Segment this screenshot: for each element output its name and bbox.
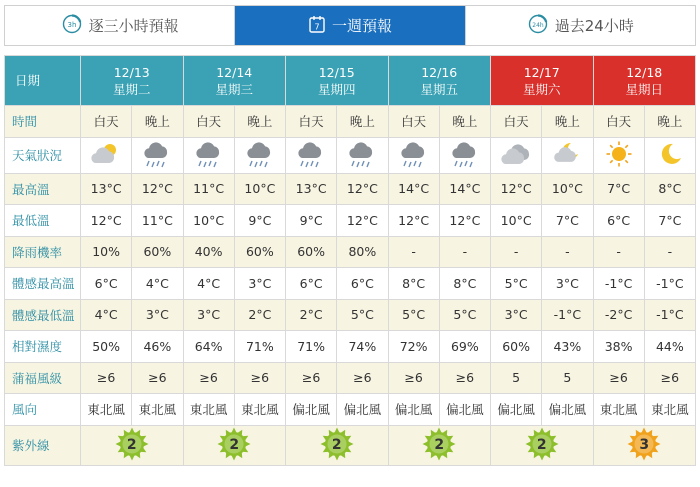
day-header [183, 56, 286, 106]
day-header [593, 56, 696, 106]
date-header-label: 日期 [5, 56, 81, 106]
value-cell: 13°C [286, 173, 337, 205]
value-cell: 5°C [439, 299, 490, 331]
day-weekday: 星期五 [420, 81, 458, 97]
wind-dir-row [5, 394, 696, 426]
value-cell: 6°C [337, 268, 388, 300]
rain-cloud-icon [243, 157, 277, 172]
uv-index: 3 [639, 436, 650, 453]
day-date: 12/14 [216, 64, 253, 80]
tab-label: 一週預報 [331, 17, 392, 35]
value-cell: 60% [286, 236, 337, 268]
clock-icon [61, 13, 83, 39]
value-cell: 8°C [644, 173, 695, 205]
night-label: 晚上 [439, 106, 490, 138]
row-label: 降雨機率 [5, 236, 81, 268]
value-cell: 6°C [593, 205, 644, 237]
value-cell: - [644, 236, 695, 268]
time-row [5, 106, 696, 138]
tab-label: 過去24小時 [554, 17, 634, 35]
weekly-forecast-table [4, 55, 696, 466]
uv-cell [593, 425, 696, 465]
uv-cell [286, 425, 389, 465]
value-cell: ≥6 [132, 362, 183, 394]
value-cell: 10°C [234, 173, 285, 205]
value-cell: 64% [183, 331, 234, 363]
value-cell: 10°C [542, 173, 593, 205]
value-cell: 東北風 [234, 394, 285, 426]
weather-cell [439, 137, 490, 173]
value-cell: 偏北風 [337, 394, 388, 426]
value-cell: 東北風 [183, 394, 234, 426]
value-cell: 2°C [234, 299, 285, 331]
calendar-icon [308, 14, 326, 38]
day-date: 12/16 [421, 64, 458, 80]
value-cell: ≥6 [286, 362, 337, 394]
uv-cell [183, 425, 286, 465]
value-cell: -2°C [593, 299, 644, 331]
day-header [81, 56, 184, 106]
uv-index: 2 [434, 436, 445, 453]
value-cell: 3°C [491, 299, 542, 331]
day-weekday: 星期二 [112, 81, 151, 97]
value-cell: 74% [337, 331, 388, 363]
night-label: 晚上 [644, 106, 695, 138]
value-cell: ≥6 [388, 362, 439, 394]
day-date: 12/18 [626, 64, 663, 80]
day-date: 12/15 [318, 64, 355, 80]
row-label: 天氣狀況 [5, 137, 81, 173]
value-cell: 10°C [183, 205, 234, 237]
value-cell: - [593, 236, 644, 268]
value-cell: 44% [644, 331, 695, 363]
value-cell: 71% [234, 331, 285, 363]
value-cell: 3°C [542, 268, 593, 300]
weather-cell [337, 137, 388, 173]
value-cell: 14°C [439, 173, 490, 205]
weather-cell [132, 137, 183, 173]
rain-cloud-icon [294, 157, 328, 172]
value-cell: 12°C [132, 173, 183, 205]
weather-cell [388, 137, 439, 173]
uv-sun-icon [525, 427, 559, 461]
value-cell: 10% [81, 236, 132, 268]
uv-index: 2 [126, 436, 137, 453]
day-date: 12/13 [113, 64, 150, 80]
value-cell: 5 [491, 362, 542, 394]
weather-cell [542, 137, 593, 173]
row-label: 風向 [5, 394, 81, 426]
value-cell: 40% [183, 236, 234, 268]
value-cell: 71% [286, 331, 337, 363]
rain-chance-row [5, 236, 696, 268]
min-temp-row [5, 205, 696, 237]
humidity-row [5, 331, 696, 363]
night-label: 晚上 [542, 106, 593, 138]
value-cell: 3°C [234, 268, 285, 300]
value-cell: 13°C [81, 173, 132, 205]
day-label: 白天 [491, 106, 542, 138]
day-weekday: 星期日 [625, 81, 663, 97]
uv-sun-icon [627, 427, 661, 461]
uv-cell [491, 425, 594, 465]
value-cell: ≥6 [81, 362, 132, 394]
value-cell: 東北風 [644, 394, 695, 426]
value-cell: -1°C [644, 299, 695, 331]
value-cell: 7°C [542, 205, 593, 237]
cloudy-moon-icon [550, 157, 584, 172]
value-cell: 7°C [593, 173, 644, 205]
weather-cell [491, 137, 542, 173]
value-cell: 偏北風 [542, 394, 593, 426]
value-cell: 14°C [388, 173, 439, 205]
value-cell: 偏北風 [286, 394, 337, 426]
uv-sun-icon [217, 427, 251, 461]
value-cell: 7°C [644, 205, 695, 237]
value-cell: 3°C [132, 299, 183, 331]
day-header [491, 56, 594, 106]
night-label: 晚上 [132, 106, 183, 138]
day-label: 白天 [81, 106, 132, 138]
value-cell: 12°C [337, 205, 388, 237]
svg-text:7: 7 [314, 22, 320, 31]
value-cell: 6°C [81, 268, 132, 300]
row-label: 相對濕度 [5, 331, 81, 363]
day-label: 白天 [593, 106, 644, 138]
value-cell: 3°C [183, 299, 234, 331]
value-cell: 東北風 [593, 394, 644, 426]
day-weekday: 星期四 [317, 81, 356, 97]
value-cell: 2°C [286, 299, 337, 331]
value-cell: 東北風 [132, 394, 183, 426]
row-label: 蒲福風級 [5, 362, 81, 394]
value-cell: 10°C [491, 205, 542, 237]
value-cell: 12°C [388, 205, 439, 237]
value-cell: ≥6 [593, 362, 644, 394]
value-cell: 5°C [388, 299, 439, 331]
value-cell: 5°C [491, 268, 542, 300]
tab-label: 逐三小時預報 [88, 17, 179, 35]
tab-past24h[interactable] [466, 6, 695, 45]
moon-icon [653, 157, 687, 172]
rain-cloud-icon [397, 157, 431, 172]
value-cell: 9°C [234, 205, 285, 237]
feels-min-row [5, 299, 696, 331]
date-header-row [5, 56, 696, 106]
row-label: 體感最低溫 [5, 299, 81, 331]
value-cell: 5 [542, 362, 593, 394]
uv-cell [388, 425, 491, 465]
value-cell: 東北風 [81, 394, 132, 426]
rain-cloud-icon [345, 157, 379, 172]
value-cell: 4°C [81, 299, 132, 331]
value-cell: 11°C [132, 205, 183, 237]
value-cell: - [439, 236, 490, 268]
uv-sun-icon [115, 427, 149, 461]
uv-sun-icon [422, 427, 456, 461]
uv-index: 2 [331, 436, 342, 453]
value-cell: 12°C [439, 205, 490, 237]
value-cell: 6°C [286, 268, 337, 300]
night-label: 晚上 [234, 106, 285, 138]
value-cell: 5°C [337, 299, 388, 331]
day-header [388, 56, 491, 106]
weather-cell [183, 137, 234, 173]
day-date: 12/17 [523, 64, 560, 80]
value-cell: ≥6 [439, 362, 490, 394]
value-cell: 4°C [183, 268, 234, 300]
value-cell: 60% [132, 236, 183, 268]
feels-max-row [5, 268, 696, 300]
value-cell: -1°C [593, 268, 644, 300]
value-cell: 偏北風 [439, 394, 490, 426]
value-cell: 9°C [286, 205, 337, 237]
day-header [286, 56, 389, 106]
uv-sun-icon [320, 427, 354, 461]
value-cell: 12°C [81, 205, 132, 237]
uv-index: 2 [229, 436, 240, 453]
value-cell: 8°C [439, 268, 490, 300]
row-label: 最低溫 [5, 205, 81, 237]
clock-icon [527, 13, 549, 39]
weather-cell [644, 137, 695, 173]
weather-cell [593, 137, 644, 173]
row-label: 紫外線 [5, 425, 81, 465]
value-cell: ≥6 [644, 362, 695, 394]
value-cell: ≥6 [183, 362, 234, 394]
partly-cloudy-sun-icon [89, 157, 123, 172]
value-cell: 偏北風 [491, 394, 542, 426]
beaufort-row [5, 362, 696, 394]
weather-cell [234, 137, 285, 173]
day-label: 白天 [388, 106, 439, 138]
night-label: 晚上 [337, 106, 388, 138]
value-cell: - [388, 236, 439, 268]
value-cell: 80% [337, 236, 388, 268]
value-cell: - [491, 236, 542, 268]
value-cell: 12°C [337, 173, 388, 205]
uv-cell [81, 425, 184, 465]
value-cell: 38% [593, 331, 644, 363]
value-cell: 50% [81, 331, 132, 363]
svg-text:24h: 24h [532, 21, 544, 29]
value-cell: 偏北風 [388, 394, 439, 426]
row-label: 體感最高溫 [5, 268, 81, 300]
value-cell: 46% [132, 331, 183, 363]
row-label: 時間 [5, 106, 81, 138]
max-temp-row [5, 173, 696, 205]
value-cell: 4°C [132, 268, 183, 300]
day-label: 白天 [183, 106, 234, 138]
weather-cell [286, 137, 337, 173]
weather-row [5, 137, 696, 173]
uv-row [5, 425, 696, 465]
svg-text:3h: 3h [67, 20, 77, 29]
value-cell: 69% [439, 331, 490, 363]
cloudy-icon [499, 157, 533, 172]
value-cell: 8°C [388, 268, 439, 300]
value-cell: - [542, 236, 593, 268]
rain-cloud-icon [448, 157, 482, 172]
rain-cloud-icon [140, 157, 174, 172]
value-cell: -1°C [542, 299, 593, 331]
day-weekday: 星期三 [215, 81, 253, 97]
tab-week[interactable] [235, 6, 465, 45]
value-cell: ≥6 [234, 362, 285, 394]
row-label: 最高溫 [5, 173, 81, 205]
value-cell: 11°C [183, 173, 234, 205]
uv-index: 2 [536, 436, 547, 453]
day-weekday: 星期六 [522, 81, 561, 97]
value-cell: 12°C [491, 173, 542, 205]
value-cell: -1°C [644, 268, 695, 300]
day-label: 白天 [286, 106, 337, 138]
value-cell: 72% [388, 331, 439, 363]
rain-cloud-icon [192, 157, 226, 172]
value-cell: 60% [234, 236, 285, 268]
sunny-icon [602, 157, 636, 172]
tab-3hour[interactable] [5, 6, 235, 45]
forecast-tabs [4, 5, 696, 46]
value-cell: ≥6 [337, 362, 388, 394]
value-cell: 43% [542, 331, 593, 363]
value-cell: 60% [491, 331, 542, 363]
weather-cell [81, 137, 132, 173]
